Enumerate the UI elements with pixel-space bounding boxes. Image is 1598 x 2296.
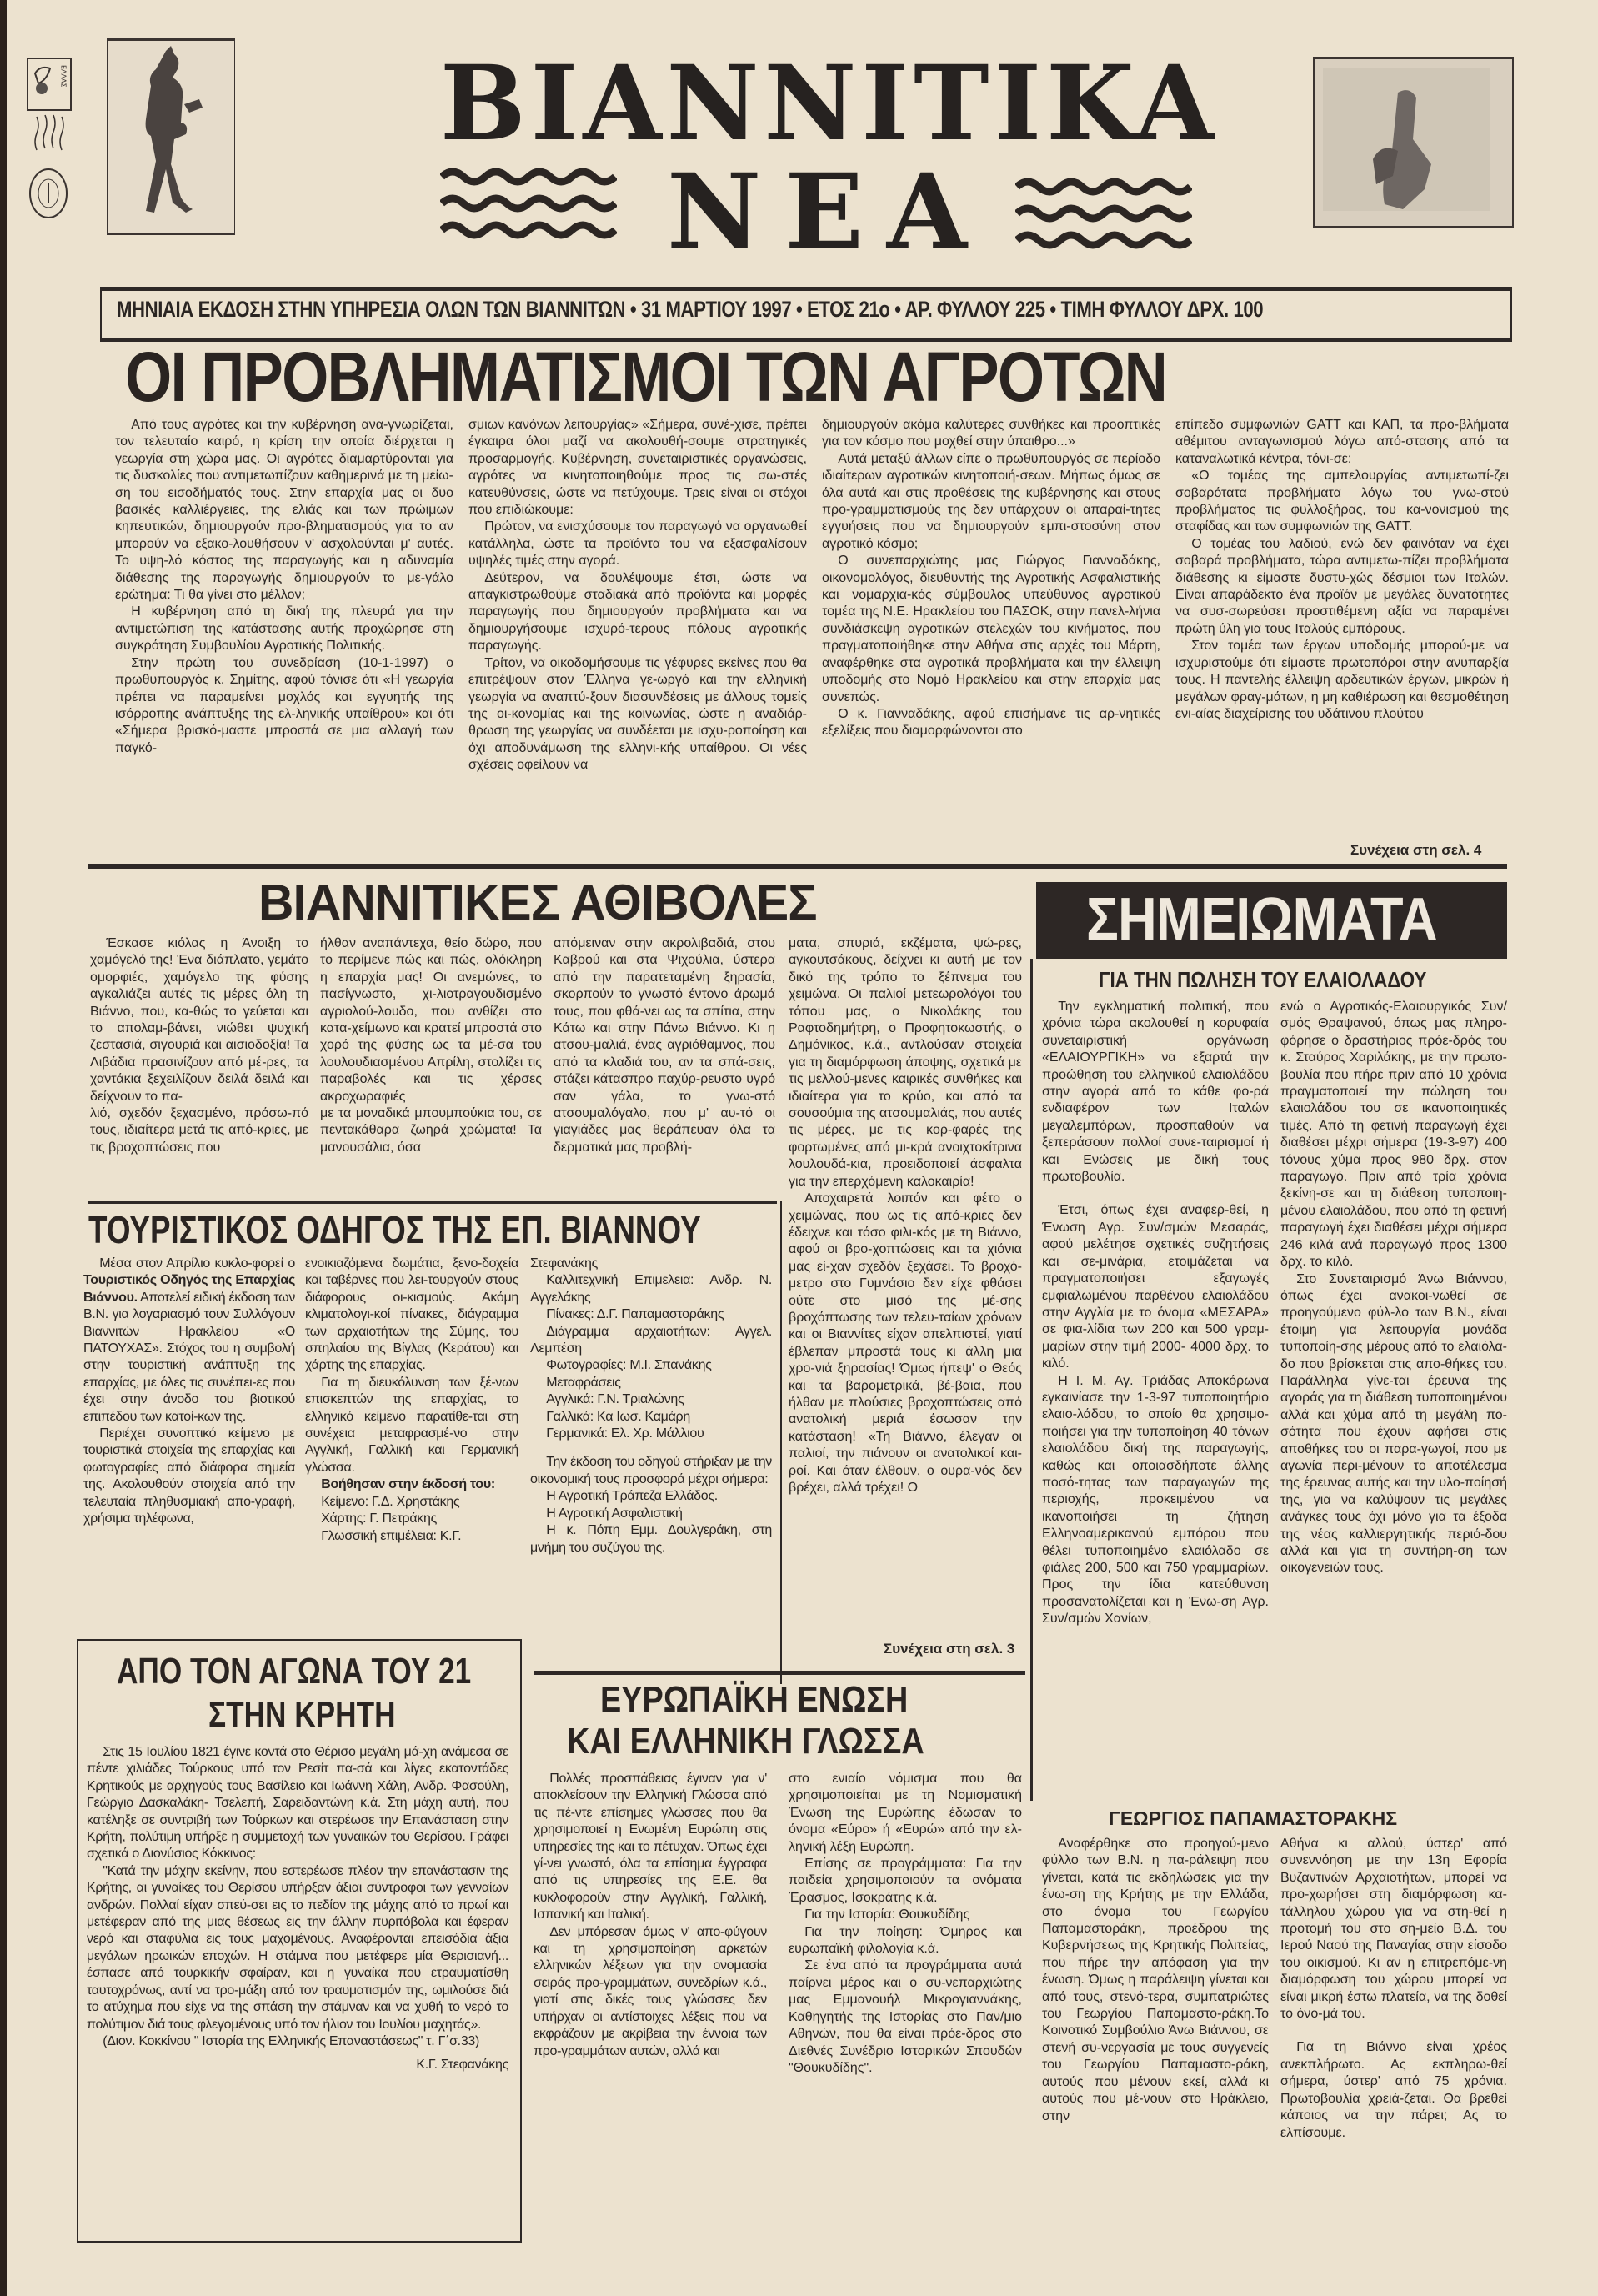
tourist-credit: Πίνακες: Δ.Γ. Παπαμαστοράκης bbox=[546, 1307, 724, 1322]
europe-paragraph: Για την Ιστορία: Θουκυδίδης bbox=[804, 1907, 970, 1923]
europe-headline-line2: ΚΑΙ ΕΛΛΗΝΙΚΗ ΓΛΩΣΣΑ bbox=[567, 1721, 924, 1762]
europe-paragraph: Πολλές προσπάθειας έγιναν για ν' αποκλείσουν την Ελληνική Γλώσσα από τις πέ-ντε επίσημες γλώσσες που θα χρησιμοποιεί η Ενωμένη Ευρώπη στις υπηρεσίες της και το πέτυχαν. Όπως έχει γί-νει γνωστό, όλα τα επίσημα έγγραφα από τις υπηρεσίες της Ε.Ε. θα κυκλοφορούν στην Αγγλική, Γαλλική, Ισπανική και Ιταλική. bbox=[534, 1772, 767, 1923]
athivoles-continued-link[interactable]: Συνέχεια στη σελ. 3 bbox=[884, 1641, 1015, 1657]
tourist-credit: Καλλιτεχνική Επιμελεια: Ανδρ. Ν. Αγγελάκης bbox=[530, 1273, 772, 1305]
europe-headline-line1: ΕΥΡΩΠΑΪΚΗ ΕΝΩΣΗ bbox=[600, 1679, 909, 1720]
tourist-sponsors-intro: Την έκδοση του οδηγού στήριξαν με την οικονομική τους προσφορά μέχρι σήμερα: bbox=[530, 1455, 772, 1486]
wave-ornament-right bbox=[1015, 175, 1192, 255]
simeiomata-paragraph: Στο Συνεταιρισμό Άνω Βιάννου, όπως έχει ανακοι-νωθεί σε προηγούμενο φύλ-λο των Β.Ν., είναι έτοιμη για λειτουργία μονάδα τυποποίη-σης μέρους από το ελαιόλα-δο που βρίσκεται στις απο-θήκες του. Παράλληλα γίνε-ται έρευνα της αγοράς για τη διάθεση τυποποιημένου αλλά και χύμα από τη μεγάλη πο-σότητα που έχουν αφήσει στις αποθήκες του οι παρα-γωγοί, που με αγωνία περι-μένουν το αποτέλεσμα της έρευνας αυτής και την υλο-ποίησή της, για να καλύψουν τις μεγάλες ανάγκες τους όχι μόνο για τα έξοδα της νέας καλλιεργητικής περιό-δου αλλά και για τη συντήρη-ση των οικογενειών τους. bbox=[1280, 1271, 1507, 1576]
lead-headline: ΟΙ ΠΡΟΒΛΗΜΑΤΙΣΜΟΙ ΤΩΝ ΑΓΡΟΤΩΝ bbox=[125, 338, 1167, 416]
lead-paragraph: Τρίτον, να οικοδομήσουμε τις γέφυρες εκείνες που θα επιτρέψουν στον Έλληνα γε-ωργό και την ελληνική γεωργία να αναπτύ-ξουν διασυνδέσεις με άλλους τομείς της οι-κονομίας και της κοινωνίας, ώστε η αναδιάρ-θρωση της γεωργίας να συνδέεται με ισχυ-ροποίηση και όχι αποδυνάμωση της ελληνι-κής υπαίθρου. Οι νέες σχέσεις οφείλουν να bbox=[468, 655, 807, 773]
lead-paragraph: Πρώτον, να ενισχύσουμε τον παραγωγό να οργανωθεί κατάλληλα, ώστε τα προϊόντα του να εξασφαλίσουν υψηλές τιμές στην αγορά. bbox=[468, 519, 807, 569]
tourist-credit: Χάρτης: Γ. Πετράκης bbox=[321, 1511, 438, 1526]
postage-stamp bbox=[25, 57, 73, 157]
tourist-credit: Διάγραμμα αρχαιοτήτων: Αγγελ. Λεμπέση bbox=[530, 1324, 772, 1356]
athivoles-headline: ΒΙΑΝΝΙΤΙΚΕΣ ΑΘΙΒΟΛΕΣ bbox=[258, 875, 817, 930]
tourist-credit: Γλωσσική επιμέλεια: Κ.Γ. bbox=[321, 1528, 462, 1543]
simeiomata-headline: ΓΙΑ ΤΗΝ ΠΩΛΗΣΗ ΤΟΥ ΕΛΑΙΟΛΑΔΟΥ bbox=[1099, 967, 1427, 992]
tourist-credit: Αγγλικά: Γ.Ν. Τριαλώνης bbox=[546, 1392, 684, 1407]
tourist-paragraph: ενοικιαζόμενα δωμάτια, ξενο-δοχεία και ταβέρνες που λει-τουργούν στους διάφορους οι-κισμούς. Ακόμη κλιματολογι-κοί πίνακες, διάγραμμα των αρχαιοτήτων της Σύμης, του σπηλαίου της Βίγλας (Κεράτου) και χάρτης της επαρχίας. bbox=[305, 1256, 518, 1373]
tourist-paragraph bbox=[83, 1256, 295, 1426]
lead-paragraph: σμιων κανόνων λειτουργίας» «Σήμερα, συνέ-χισε, πρέπει έγκαιρα όλοι μαζί να ακολουθή-σουμε στρατηγικές προσαρμογής. Κυβέρνηση, συνεταιριστικές οργανώσεις, αγρότες να κινητοποιηθούμε προς τις σω-στές κατευθύνσεις, ώστε να πετύχουμε. Τρεις είναι οι στόχοι που επιδιώκουμε: bbox=[468, 418, 807, 518]
europe-paragraph: στο ενιαίο νόμισμα που θα χρησιμοποιείται με τη Νομισματική Ένωση της Ευρώπης έδωσαν το όνομα «Εύρο» ή «Ευρώ» από την ελ-ληνική λέξη Ευρώπη. bbox=[789, 1772, 1022, 1854]
agonas-paragraph: (Διον. Κοκκίνου " Ιστορία της Ελληνικής Επαναστάσεως" τ. Γ΄σ.33) bbox=[103, 2033, 480, 2048]
europe-paragraph: Για την ποίηση: Όμηρος και ευρωπαϊκή φιλολογία κ.ά. bbox=[789, 1924, 1022, 1957]
athivoles-column-3 bbox=[554, 935, 775, 1194]
simeiomata-paragraph: Έτσι, όπως έχει αναφερ-θεί, η Ένωση Αγρ. Συν/σμών Μεσαράς, αφού μελέτησε σχετικές συζητήσεις και σε-μινάρια, ετοιμάζεται να πραγματοποιήσει εξαγωγές εμφιαλωμένου παρθένου ελαιολάδου στην Αγγλία με το όνομα «ΜΕΣΑΡΑ» σε φια-λίδια των 200 και 500 γραμ-μαρίων στην τιμή 2000- 4000 δρχ. το κιλό. bbox=[1042, 1203, 1269, 1371]
stamp-country-label: ΕΛΛΑΣ bbox=[59, 65, 68, 88]
papamastorakis-column-2 bbox=[1280, 1836, 1507, 2286]
athivoles-column-2 bbox=[320, 935, 542, 1194]
simeiomata-paragraph: Η Ι. Μ. Αγ. Τριάδας Αποκόρωνα εγκαινίασε την 1-3-97 τυποποιητήριο ελαιο-λάδου, το οποίο θα χρησιμο-ποιήσει για την τυποποίηση 40 τόνων ελαιολάδου δική της παραγωγής, καθώς και οποιασδήποτε άλλης ποσό-τητας των παραγωγών της περιοχής, προκειμένου να ικανοποιήσει τη ζήτηση Ελληνοαμερικανού εμπόρου που θέλει τυποποιημένο ελαιόλαδο σε φιάλες 200, 500 και 750 γραμμαρίων. Προς την ίδια κατεύθυνση προσανατολίζεται και η Ένω-ση Αγρ. Συν/σμών Χανίων, bbox=[1042, 1373, 1269, 1627]
athivoles-column-4 bbox=[789, 935, 1022, 1636]
tourist-right-rule bbox=[780, 1201, 782, 1684]
papamastorakis-paragraph: Αναφέρθηκε στο προηγού-μενο φύλλο των Β.Ν. η πα-ράλειψη που γίνεται, κατά τις εκδηλώσεις για την ένω-ση της Κρήτης με την Ελλάδα, στο όνομα του Γεωργίου Παπαμαστοράκη, προέδρου της Κυβερνήσεως της Κρητικής Πολιτείας, που πήρε την απόφαση για την ένωση. Όμως η παράλειψη γίνεται και από τους, στενό-τερα, συμπατριώτες του Γεωργίου Παπαμαστο-ράκη.Το Κοινοτικό Συμβούλιο Άνω Βιάννου, σε στενή συ-νεργασία με τους συγγενείς του Γεωργίου Παπαμαστο-ράκη, αυτούς που μένουν εκεί, αλλά κι αυτούς που μέ-νουν στο Ηράκλειο, στην bbox=[1042, 1837, 1269, 2123]
wave-ornament-left bbox=[440, 165, 617, 245]
athivoles-paragraph: απόμειναν στην ακρολιβαδιά, στου Καβρού και στα Ψιχούλια, ύστερα από την παρατεταμένη ξηρασία, σκορπούν το γνωστό έντονο άρωμά τους, που φθά-νει ως τα σπίτια, στην Κάτω και στην Πάνω Βιάννο. Κι η ατσου-μαλιά, ένας αγριόθαμνος, που από τα κλαδιά του, αν τα σπά-σεις, στάζει κάτασπρο παχύρ-ρευστο υγρό σαν γάλα, το γνω-στό ατσουμαλόγαλο, που μ' αυ-τό οι γιαγιάδες μας θεράπευαν όλα τα δερματικά μας προβλή- bbox=[554, 936, 775, 1155]
simeiomata-column-2 bbox=[1280, 999, 1507, 1799]
newspaper-title-line2: NEA bbox=[667, 152, 991, 273]
binding-edge bbox=[0, 0, 7, 2296]
europe-column-1 bbox=[534, 1771, 767, 2288]
papamastorakis-paragraph: Για τη Βιάννο είναι χρέος ανεκπλήρωτο. Ας εκπληρω-θεί σήμερα, ύστερ' από 75 χρόνια. Πρωτοβουλία χρειά-ζεται. Θα βρεθεί κάποιος να την πάρει; Ας το ελπίσουμε. bbox=[1280, 2040, 1507, 2140]
agonas-headline-line2: ΣΤΗΝ ΚΡΗΤΗ bbox=[208, 1694, 396, 1735]
lead-paragraph: Δεύτερον, να δουλέψουμε έτσι, ώστε να απαγκιστρωθούμε σταδιακά από προϊόντα και μορφές παραγωγής που δημιουργούν προβλήματα και να δημιουργήσουμε ισχυρό-τερους πόλους αγροτικής παραγωγής. bbox=[468, 570, 807, 654]
tourist-top-rule bbox=[88, 1201, 777, 1204]
agonas-author: Κ.Γ. Στεφανάκης bbox=[416, 2058, 508, 2073]
athivoles-paragraph: ματα, σπυριά, εκζέματα, ψώ-ρες, αγκουτσάκους, δείχνει κι αυτή με τον δικό της τρόπο το ξέπνεμα του χειμώνα. Οι παλιοί μετεωρολόγοι του τόπου μας, ο Νικολάκης του Ραφτοδημήτρη, ο Προφητοκωστής, ο Δημόνικος, κ.ά., αντλούσαν στοιχεία για τη διαμόρφωση άποψης, σχετικά με τις μελλού-μενες καιρικές συνθήκες και ιδιαίτερα για το κρύο, και από τα σουσούμια της ατσουμαλιάς, που αυτές τις μέρες, με τις κορ-φαρές της φορτωμένες από μι-κρά ανοιχτοκίτρινα λουλουδά-κια, προειδοποιεί άσφαλτα για την επερχόμενη καλοκαιρία! bbox=[789, 936, 1022, 1189]
masthead-figure-left bbox=[107, 38, 235, 235]
lead-continued-link[interactable]: Συνέχεια στη σελ. 4 bbox=[1350, 842, 1482, 858]
simeiomata-paragraph: Την εγκληματική πολιτική, που χρόνια τώρα ακολουθεί η κορυφαία συνεταιριστική οργάνωση «ΕΛΑΙΟΥΡΓΙΚΗ» να εξαρτά την προώθηση του ελληνικού ελαιολάδου στην αγορά από το κάθε φο-ρά ενδιαφέρον των Ιταλών μεγαλεμπόρων, προσπαθούν να ξεπεράσουν πολλοί συνε-ταιρισμοί ή και Ενώσεις με δική τους πρωτοβουλία. bbox=[1042, 1000, 1269, 1185]
lead-paragraph: «Ο τομέας της αμπελουργίας αντιμετωπί-ζει σοβαρότατα προβλήματα λόγω του γνω-στού προβλήματος τις φυλλοξήρας, του κα-νονισμού της σταφίδας και των συμφωνιών της GATT. bbox=[1175, 469, 1509, 534]
postmark-seal bbox=[27, 167, 70, 220]
agonas-headline-line1: ΑΠΟ ΤΟΝ ΑΓΩΝΑ ΤΟΥ 21 bbox=[117, 1651, 472, 1692]
lead-paragraph: Ο τομέας του λαδιού, ενώ δεν φαινόταν να έχει σοβαρά προβλήματα, τώρα αντιμετω-πίζει προβλήματα διάθεσης κι είμαστε δυστυ-χώς δέσμιοι των Ιταλών. Είναι απαράδεκτο ένα προϊόν με μεγάλες δυνατότητες να συσ-σωρεύσει προστιθέμενη αξία να παραμένει πρώτη ύλη για τους Ιταλούς εμπόρους. bbox=[1175, 536, 1509, 636]
tourist-credit: Κείμενο: Γ.Δ. Χρηστάκης bbox=[321, 1494, 460, 1509]
simeiomata-banner-title: ΣΗΜΕΙΩΜΑΤΑ bbox=[1086, 886, 1437, 953]
tourist-credit: Γερμανικά: Ελ. Χρ. Μάλλιου bbox=[546, 1426, 704, 1441]
lead-paragraph: Στον τομέα των έργων υποδομής μπορού-με να ισχυριστούμε ότι είμαστε πρωτοπόροι στην ανυπαρξία τους. Η παντελής έλλειψη αρδευτικών έργων, μικρών ή μεγάλων φραγ-μάτων, η μη καθιέρωση και θεσμοθέτηση ενι-αίας διαχείρισης του υδάτινου πλούτου bbox=[1175, 639, 1509, 721]
tourist-intro: Μέσα στον Απρίλιο κυκλο-φορεί ο bbox=[99, 1256, 295, 1271]
tourist-sponsor: Η Αγροτική Τράπεζα Ελλάδος. bbox=[546, 1489, 718, 1504]
tourist-credit: Φωτογραφίες: Μ.Ι. Σπανάκης bbox=[546, 1358, 712, 1373]
tourist-text: Αποτελεί ειδική έκδοση των Β.Ν. για λογαριασμό τουν Συλλόγουν Βιαννιτών Ηρακλείου «Ο ΠΑΤΟΥΧΑΣ». Στόχος του η συμβολή στην τουριστική ανάπτυξη της επαρχίας, με όλες τις συνέπει-ες που έχει στην άνοδο του βιοτικού επιπέδου των κατοί-κων της. bbox=[83, 1290, 295, 1424]
newspaper-title-line1: BIANNITIKA bbox=[440, 43, 1219, 164]
simeiomata-left-rule bbox=[1030, 959, 1033, 1801]
simeiomata-column-1 bbox=[1042, 999, 1269, 1799]
tourist-credit: Μεταφράσεις bbox=[546, 1375, 621, 1390]
lead-paragraph: Αυτά μεταξύ άλλων είπε ο πρωθυπουργός σε περίοδο ιδιαίτερων αγροτικών κινητοποιή-σεων. Μήπως όμως σε όλα αυτά και στις προθέσεις της κυβέρνησης και στους προ-γραμματισμούς της δεν υπάρχουν οι απαραί-τητες εγγυήσεις που να δημιουργούν εμπι-στοσύνη στον αγροτικό κόσμο; bbox=[822, 451, 1160, 551]
tourist-sponsor: Η κ. Πόπη Εμμ. Δουλγεράκη, στη μνήμη του συζύγου της. bbox=[530, 1523, 772, 1555]
athivoles-column-1 bbox=[90, 935, 308, 1194]
papamastorakis-headline: ΓΕΩΡΓΙΟΣ ΠΑΠΑΜΑΣΤΟΡΑΚΗΣ bbox=[1109, 1807, 1398, 1829]
tourist-sponsor: Η Αγροτική Ασφαλιστική bbox=[546, 1506, 683, 1521]
tourist-credit: Στεφανάκης bbox=[530, 1256, 599, 1271]
lead-column-2 bbox=[468, 417, 807, 850]
tourist-paragraph: Για τη διευκόλυνση των ξέ-νων επισκεπτών της επαρχίας, το ελληνικό κείμενο παρατίθε-ται στη συνέχεια μεταφρασμέ-νο στην Αγγλική, Γαλλική και Γερμανική γλώσσα. bbox=[305, 1375, 518, 1475]
europe-paragraph: Σε ένα από τα προγράμματα αυτά παίρνει μέρος και ο συ-νεπαρχιώτης μας Εμμανουήλ Μικρογιαννάκης, Καθηγητής της Ιστορίας στο Παν/μιο Αθηνών, που θα είναι πρόε-δρος στο Διεθνές Συνέδριο Ιστορικών Σπουδών "Θουκυδίδης". bbox=[789, 1958, 1022, 2075]
tourist-helped-label: Βοήθησαν στην έκδοσή του: bbox=[321, 1477, 495, 1492]
masthead-tagline-box bbox=[100, 287, 1512, 342]
masthead-tagline: ΜΗΝΙΑΙΑ ΕΚΔΟΣΗ ΣΤΗΝ ΥΠΗΡΕΣΙΑ ΟΛΩΝ ΤΩΝ ΒΙΑΝΝΙΤΩΝ • 31 ΜΑΡΤΙΟΥ 1997 • ΕΤΟΣ 21ο • ΑΡ. ΦΥΛΛΟΥ 225 • ΤΙΜΗ ΦΥΛΛΟΥ ΔΡΧ. 100 bbox=[117, 297, 1264, 322]
europe-paragraph: Δεν μπόρεσαν όμως ν' απο-φύγουν και τη χρησιμοποίηση αρκετών ελληνικών λέξεων για την ονομασία σειράς προ-γραμμάτων, συνεδρίων κ.ά., γιατί στις δικές τους γλώσσες δεν υπήρχαν οι αντίστοιχες λέξεις που να εκφράζουν με ακρίβεια την έννοια των προ-γραμμάτων αυτών, αλλά και bbox=[534, 1924, 767, 2058]
athivoles-paragraph: ήλθαν αναπάντεχα, θείο δώρο, που το περίμενε πώς και πώς, ολόκληρη η επαρχία μας! Οι ανεμώνες, το πασίγνωστο, χι-λιοτραγουδισμένο αγριολού-λουδο, που ανθίζει στο κατα-χείμωνο και κρατεί μπροστά στο χορό της φύσης ως τα μέ-σα του λουλουδιασμένου Απρίλη, στολίζει τις παραβολές και τις χέρσες ακροχωραφιές bbox=[320, 936, 542, 1104]
lead-column-3 bbox=[822, 417, 1160, 850]
simeiomata-paragraph: ενώ ο Αγροτικός-Ελαιουργικός Συν/σμός Θραψανού, όπως μας πληρο-φόρησε ο δραστήριος πρόε-δρός του κ. Σταύρος Χαριλάκης, με την πρωτο-βουλία που πήρε πριν από 10 χρόνια πραγματοποιεί την πώληση του ελαιολάδου του σε ικανοποιητικές τιμές. Από τη φετινή παραγωγή έχει διαθέσει μέχρι σήμερα (19-3-97) 400 τόνους χύμα προς 980 δρχ. στον παραγωγό. Πριν από τρία χρόνια ξεκίνη-σε και τη διάθεση τυποποιη-μένου ελαιολάδου, που από τη φετινή παραγωγή έχει διαθέσει μέχρι σήμερα 246 κιλά ανά παραγωγό προς 1300 δρχ. το κιλό. bbox=[1280, 1000, 1507, 1270]
lead-paragraph: Ο κ. Γιανναδάκης, αφού επισήμανε τις αρ-νητικές εξελίξεις που διαμορφώνονται στο bbox=[822, 706, 1160, 739]
postage-stamp-icon bbox=[25, 57, 73, 157]
agonas-body bbox=[87, 1744, 508, 2236]
lead-column-1 bbox=[115, 417, 453, 850]
simeiomata-banner bbox=[1036, 882, 1507, 959]
statue-photo-icon bbox=[1315, 59, 1512, 226]
lead-paragraph: Από τους αγρότες και την κυβέρνηση ανα-γνωρίζεται, τον τελευταίο καιρό, η κρίση την οποία διέρχεται η γεωργία στη χώρα μας. Οι αγρότες διαμαρτύρονται για τις δυσκολίες που αντιμετωπίζουν καθημερινά με τη μείω-ση του εισοδήματός τους. Στην επαρχία μας οι δυο βασικές καλλιέργειες, της ελιάς και των πρώιμων κηπευτικών, δημιουργούν προ-βληματισμούς για το αν μπορούν να εξακο-λουθήσουν ν' ασχολούνται μ' αυτές. Το υψη-λό κόστος της παραγωγής και η αδυναμία διάθεσης της παραγωγής δημιουργούν το με-γάλο ερώτημα: Τι θα γίνει στο μέλλον; bbox=[115, 418, 453, 603]
athivoles-paragraph: λιό, σχεδόν ξεχασμένο, πρόσω-πό τους, ιδιαίτερα μετά τις από-κριες, με τις βροχοπτώσεις που bbox=[90, 1106, 308, 1155]
lead-paragraph: επίπεδο συμφωνιών GATT και ΚΑΠ, τα προ-βλήματα αθέμιτου ανταγωνισμού λόγω από-στασης από τα καταναλωτικά κέντρα, τόνι-σε: bbox=[1175, 418, 1509, 466]
athivoles-paragraph: Αποχαιρετά λοιπόν και φέτο ο χειμώνας, που ως τις από-κριες δεν έδειχνε και τόσο φιλι-κός με τη Βιάννο, αφού οι βρο-χοπτώσεις και τα χιόνια μας εί-χαν σχεδόν ξεχάσει. Το βροχό-μετρο στο Γυμνάσιο δεν είχε φθάσει ούτε στο μισό της μέ-σης βροχόπτωσης των τελευ-ταίων χρόνων και οι Βιαννίτες είχαν απελπιστεί, γιατί έβλεπαν μπροστά τους κι άλλη μια χρο-νιά ξηρασίας! Όμως ήπεψ' ο Θεός και τα βαρομετρικά, βέ-βαια, που ήλθαν με πλούσιες βροχοπτώσεις από ανατολική μεριά έσωσαν την κατάσταση! «Τη Βιάννο, έλεγαν οι παλιοί, την πιάνουν οι ανατολικοί και-ροί. Και όταν έλθουν, ο ουρα-νός δεν βρέχει, αλλά τρέχει! Ο bbox=[789, 1191, 1022, 1495]
athivoles-paragraph: με τα μοναδικά μπουμπούκια του, σε πεντακάθαρα ζωηρά χρώματα! Τα μανουσάλια, όσα bbox=[320, 1106, 542, 1155]
lead-paragraph: Η κυβέρνηση από τη δική της πλευρά για την αντιμετώπιση της κατάστασης αυτής προχώρησε στη συγκρότηση Συμβουλίου Αγροτικής Πολιτικής. bbox=[115, 604, 453, 654]
lead-paragraph: Στην πρώτη του συνεδρίαση (10-1-1997) ο πρωθυπουργός κ. Σημίτης, αφού τόνισε ότι «Η γεωργία πρέπει να παραμείνει μοχλός και εγγυητής της ισόρροπης ανάπτυξης της ελ-ληνικής υπαίθρου» και ότι «Σήμερα βρισκό-μαστε μπροστά σε μια αλλαγή των παγκό- bbox=[115, 655, 453, 755]
section-divider bbox=[88, 864, 1507, 869]
lead-column-4 bbox=[1175, 417, 1509, 834]
agonas-paragraph: Στις 15 Ιουλίου 1821 έγινε κοντά στο Θέρισο μεγάλη μά-χη ανάμεσα σε πέντε χιλιάδες Τούρκους υπό τον Ρεσίτ πα-σά και λίγες εκατοντάδες Κρητικούς με αρχηγούς τους Βασίλειο και Ιωάννη Χάλη, Ανδρ. Φασούλη, Γεώργιο Δασκαλάκη- Τσελεπή, Σαρειδαντώνη κ.ά. Στη μάχη αυτή, που κατέληξε σε συντριβή των Τούρκων και στερέωσε την Επανάσταση στην Κρήτη, πολύτιμη υπήρξε η συμμετοχή των γυναικών του Θερίσου. Γράφει σχετικά ο Διονύσιος Κόκκινος: bbox=[87, 1745, 508, 1862]
agonas-paragraph: "Κατά την μάχην εκείνην, που εστερέωσε πλέον την επανάστασιν της Κρήτης, αι γυναίκες του Θερίσου υπήρξαν άξιαι σύντροφοι των γενναίων ανδρών. Πολλαί είχαν σπεύ-σει εις το πεδίον της μάχης από το πρωί και μετέφεραν από της μιας θέσεως εις την άλλην πυριτόβολα και έφεραν νερό και σταφύλια εις τους μαχομένους. Αναφέρονται επεισόδια άξια μεγάλων ηρωικών εποχών. Η στάμνα που μετέφερε μία Θερισιανή... έσπασε από τουρκικήν σφαίραν, και η γυναίκα που ετραυματίσθη ταυτοχρόνως, αντί να τρο-μάξη από τον τραυματισμόν της, ωμιλούσε διά το ατύχημα που είχε να της σπάση την στάμναν και να χυθή το νερό το πολύτιμον διά τους φλεγομένους υπό τον ήλιον του Ιουλίου μαχητάς». bbox=[87, 1863, 508, 2032]
lead-paragraph: Ο συνεπαρχιώτης μας Γιώργος Γιανναδάκης, οικονομολόγος, διευθυντής της Αγροτικής Ασφαλιστικής και νομαρχια-κός σύμβουλος υπεύθυνος αγροτικού τομέα της Ν.Ε. Ηρακλείου του ΠΑΣΟΚ, στην πανελ-λήνια συνδιάσκεψη αγροτικών στελεχών του κινήματος, που πραγματοποιήθηκε στην Αθήνα στις αρχές του Μάρτη, αναφέρθηκε στα αγροτικά προβλήματα και την έλλειψη υποδομής στο Νομό Ηρακλείου και στην επαρχία μας συνεπώς. bbox=[822, 554, 1160, 704]
athivoles-paragraph: Έσκασε κιόλας η Άνοιξη το χαμόγελό της! Ένα διάπλατο, γεμάτο ομορφιές, χαμόγελο της φύσης αγκαλιάζει αυτές τις μέρες όλη τη Βιάννο, που, κα-θώς το γεύεται και το απολαμ-βάνει, νιώθει ψυχική ζεστασιά, σιγουριά και αισιοδοξία! Τα Λιβάδια πρασινίζουν από μέ-ρες, τα χαντάκια ξεχειλίζουν δειλά δειλά και δείχνουν το πα- bbox=[90, 936, 308, 1104]
tourist-paragraph: Περιέχει συνοπτικό κείμενο με τουριστικά στοιχεία της επαρχίας και φωτογραφίες από διάφορα σημεία της. Ακολουθούν στοιχεία από την τελευταία πληθυσμιακή απο-γραφή, χρήσιμα τηλέφωνα, bbox=[83, 1426, 295, 1526]
lead-paragraph: δημιουργούν ακόμα καλύτερες συνθήκες και προοπτικές για τον κόσμο που μοχθεί στην ύπαιθρο...» bbox=[822, 418, 1160, 449]
dancing-figure-icon bbox=[108, 41, 234, 233]
tourist-guide-headline: ΤΟΥΡΙΣΤΙΚΟΣ ΟΔΗΓΟΣ ΤΗΣ ΕΠ. ΒΙΑΝΝΟΥ bbox=[88, 1208, 701, 1251]
postmark-icon bbox=[27, 167, 70, 220]
papamastorakis-column-1 bbox=[1042, 1836, 1269, 2286]
tourist-column-1 bbox=[83, 1256, 295, 1631]
europe-paragraph: Επίσης σε προγράμματα: Για την παιδεία χρησιμοποιούν τα ονόματα Έρασμος, Ισοκράτης κ.ά. bbox=[789, 1857, 1022, 1905]
europe-top-rule bbox=[534, 1671, 1025, 1675]
masthead-photo-right bbox=[1313, 57, 1514, 228]
tourist-column-3 bbox=[530, 1256, 772, 1689]
tourist-guide-title: Τουριστικός Οδηγός της Επαρχίας Βιάννου. bbox=[83, 1273, 295, 1305]
tourist-column-2 bbox=[305, 1256, 518, 1631]
papamastorakis-paragraph: Αθήνα κι αλλού, ύστερ' από συνεννόηση με την 13η Εφορία Βυζαντινών Αρχαιοτήτων, μπορεί να προ-χωρήσει στη διαμόρφωση κα-τάλληλου χώρου για να στη-θεί η προτομή του στο ση-μείο Β.Δ. του Ιερού Ναού της Παναγίας στην είσοδο του οικισμού. Κι αν η επιτρεπόμε-νη διαμόρφωση του χώρου μπορεί να είναι μικρή έστω πλατεία, να της δοθεί το όνο-μά του. bbox=[1280, 1837, 1507, 2022]
tourist-credit: Γαλλικά: Κα Ιωσ. Καμάρη bbox=[546, 1409, 690, 1424]
europe-column-2 bbox=[789, 1771, 1022, 2288]
